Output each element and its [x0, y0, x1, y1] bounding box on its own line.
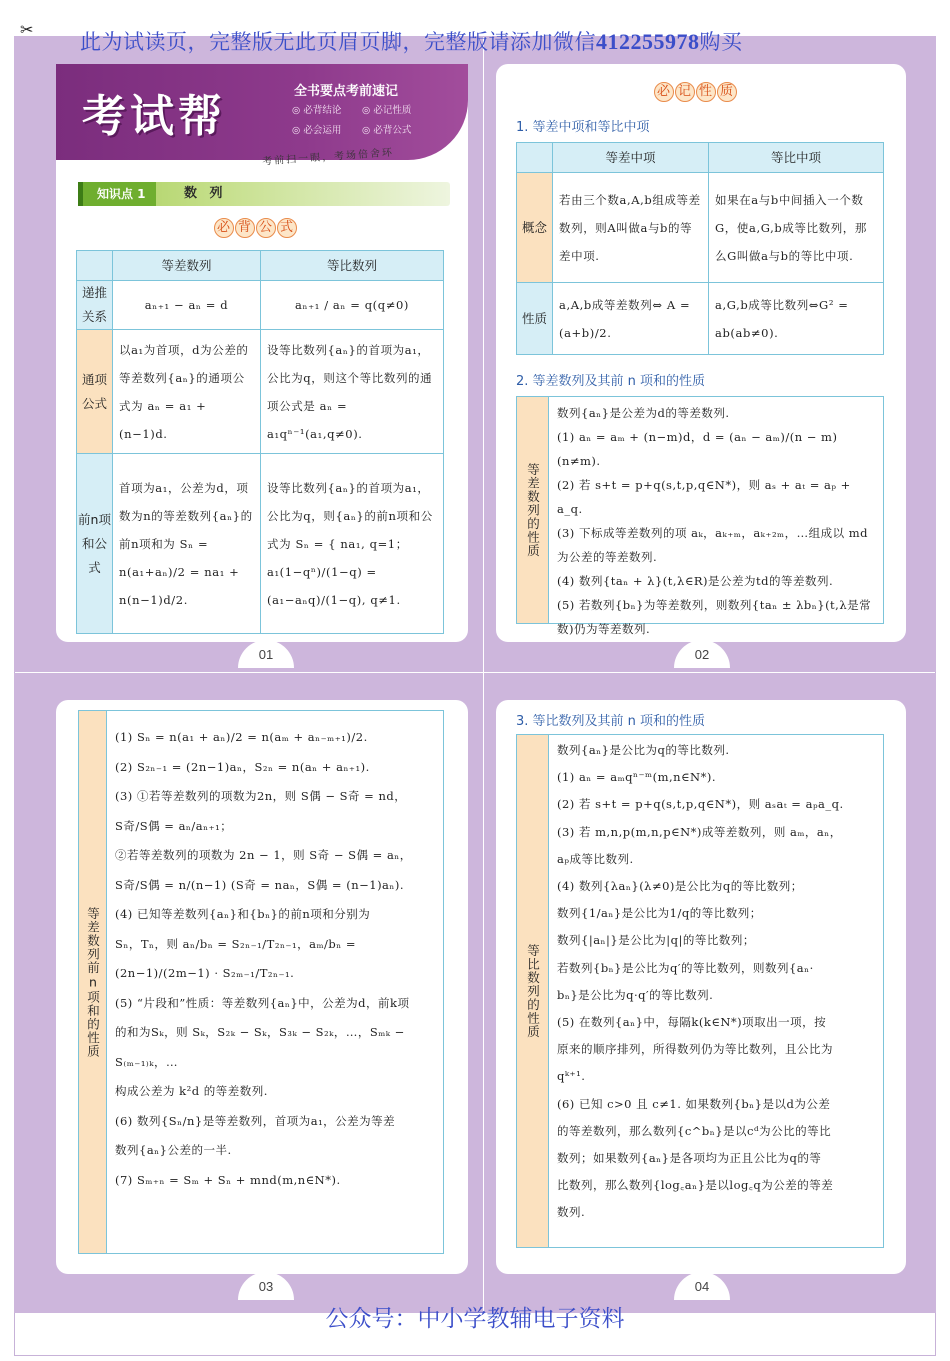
banner-title: 考试帮	[82, 91, 226, 142]
property-line: (1) aₙ = aₘqⁿ⁻ᵐ(m,n∈N*).	[557, 770, 717, 785]
property-line: aₚ成等比数列.	[557, 851, 634, 866]
property-line: (1) Sₙ = n(a₁ + aₙ)/2 = n(aₘ + aₙ₋ₘ₊₁)/2.	[115, 730, 368, 744]
property-line: (2) 若 s+t = p+q(s,t,p,q∈N*)，则 aₛaₜ = aₚa_q.	[557, 797, 844, 812]
property-line: 原来的顺序排列，所得数列仍为等比数列，且公比为	[557, 1042, 833, 1057]
property-line: (5) “片段和”性质：等差数列{aₙ}中，公差为d，前k项	[115, 995, 410, 1010]
property-line: 构成公差为 k²d 的等差数列.	[115, 1084, 268, 1098]
section-heading: 3. 等比数列及其前 n 项和的性质	[516, 714, 706, 729]
col-header-arith-mean: 等差中项	[553, 143, 709, 173]
table-cell: aₙ₊₁ − aₙ = d	[113, 281, 261, 330]
property-line: (7) Sₘ₊ₙ = Sₘ + Sₙ + mnd(m,n∈N*).	[115, 1172, 341, 1187]
section-heading: 2. 等差数列及其前 n 项和的性质	[516, 374, 706, 389]
property-line: bₙ}是公比为q·q′的等比数列.	[557, 987, 714, 1002]
table-cell: a,A,b成等差数列⇔ A = (a+b)/2.	[553, 283, 709, 355]
box-content	[549, 735, 883, 1247]
check-item: ◎ 必背结论	[292, 105, 342, 116]
scissors-icon: ✂	[20, 20, 34, 39]
watermark-wechat: 412255978	[596, 29, 700, 54]
property-line: 数列{1/aₙ}是公比为1/q的等比数列；	[557, 906, 762, 921]
property-line: 比数列，那么数列{log꜀aₙ}是以log꜀q为公差的等差	[557, 1178, 834, 1193]
property-line: ②若等差数列的项数为 2n − 1，则 S奇 − S偶 = aₙ，	[115, 848, 412, 862]
col-header-geo-mean: 等比中项	[709, 143, 884, 173]
page-number: 02	[694, 647, 710, 662]
check-item: ◎ 必会运用	[292, 125, 342, 136]
formula-table	[76, 250, 444, 634]
property-line: Sₙ，Tₙ，则 aₙ/bₙ = S₂ₙ₋₁/T₂ₙ₋₁，aₘ/bₙ = (2n−1)/(2m−1) · S₂ₘ₋₁/T₂ₙ₋₁.	[115, 936, 357, 980]
table-cell: 首项为a₁，公差为d，项数为n的等差数列{aₙ}的前n项和为 Sₙ = n(a₁+aₙ)/2 = na₁ + n(n−1)d/2.	[113, 454, 261, 634]
row-label: 概念	[517, 173, 553, 283]
mean-table	[516, 142, 884, 355]
property-line: 数列{aₙ}是公比为q的等比数列.	[557, 743, 730, 757]
geo-property-box	[516, 734, 884, 1248]
col-header-geo: 等比数列	[261, 251, 444, 281]
property-line: (2) S₂ₙ₋₁ = (2n−1)aₙ，S₂ₙ = n(aₙ + aₙ₊₁).	[115, 759, 370, 774]
arith-property-box	[516, 396, 884, 636]
property-line: (4) 数列{λaₙ}(λ≠0)是公比为q的等比数列；	[557, 879, 803, 894]
section-heading: 1. 等差中项和等比中项	[516, 120, 650, 135]
watermark-bottom: 公众号：中小学教辅电子资料	[325, 1306, 625, 1332]
property-line: S奇/S偶 = n/(n−1) (S奇 = naₙ，S偶 = (n−1)aₙ).	[115, 877, 405, 892]
property-line: 若数列{bₙ}是公比为q′的等比数列，则数列{aₙ·	[557, 960, 814, 975]
box-content	[107, 711, 443, 1253]
property-line: 数列{aₙ}公差的一半.	[115, 1143, 232, 1157]
property-line: (4) 数列{taₙ + λ}(t,λ∈R)是公差为td的等差数列.	[557, 574, 834, 588]
watermark-top	[80, 26, 900, 56]
section-pill-formulas: 必 背 公 式	[214, 218, 298, 238]
row-label: 通项公式	[77, 330, 113, 454]
table-cell: 以a₁为首项，d为公差的等差数列{aₙ}的通项公式为 aₙ = a₁ + (n−1)d.	[113, 330, 261, 454]
arith-sum-property-box	[78, 710, 444, 1254]
check-item: ◎ 必记性质	[362, 105, 412, 116]
property-line: 数列{aₙ}是公差为d的等差数列.	[557, 406, 730, 420]
property-line: qᵏ⁺¹.	[557, 1069, 586, 1084]
table-cell: 若由三个数a,A,b组成等差数列，则A叫做a与b的等差中项.	[553, 173, 709, 283]
knowledge-point-bar	[78, 182, 450, 206]
row-label: 递推关系	[77, 281, 113, 330]
property-line: 数列.	[557, 1205, 586, 1220]
property-line: (6) 数列{Sₙ/n}是等差数列，首项为a₁，公差为等差	[115, 1113, 396, 1128]
property-line: 的等差数列，那么数列{c^bₙ}是以cᵈ为公比的等比	[557, 1123, 832, 1138]
box-content	[549, 397, 883, 636]
table-cell: 设等比数列{aₙ}的首项为a₁，公比为q，则这个等比数列的通项公式是 aₙ = a₁qⁿ⁻¹(a₁,q≠0).	[261, 330, 444, 454]
property-line: (5) 在数列{aₙ}中，每隔k(k∈N*)项取出一项，按	[557, 1015, 827, 1030]
property-line: (3) ①若等差数列的项数为2n，则 S偶 − S奇 = nd，	[115, 789, 407, 803]
property-line: (1) aₙ = aₘ + (n−m)d，d = (aₙ − aₘ)/(n − m)(n≠m).	[557, 430, 838, 468]
section-pill-properties: 必 记 性 质	[654, 82, 738, 102]
property-line: (3) 若 m,n,p(m,n,p∈N*)成等差数列，则 aₘ，aₙ，	[557, 824, 842, 839]
knowledge-point-tag: 知识点 1	[78, 182, 156, 206]
row-label: 性质	[517, 283, 553, 355]
box-label: 等差数列前n项和的性质	[79, 711, 107, 1253]
property-line: (6) 已知 c>0 且 c≠1. 如果数列{bₙ}是以d为公差	[557, 1096, 831, 1111]
table-cell: aₙ₊₁ / aₙ = q(q≠0)	[261, 281, 444, 330]
banner-checklist	[292, 102, 432, 136]
banner-subtitle: 全书要点考前速记	[294, 84, 399, 99]
property-line: (2) 若 s+t = p+q(s,t,p,q∈N*)，则 aₛ + aₜ = aₚ + a_q.	[557, 478, 851, 516]
box-label: 等比数列的性质	[517, 735, 549, 1247]
knowledge-point-name: 数 列	[184, 186, 227, 201]
box-label: 等差数列的性质	[517, 397, 549, 623]
page-number: 03	[258, 1279, 274, 1294]
col-header-arith: 等差数列	[113, 251, 261, 281]
table-cell: a,G,b成等比数列⇔G² = ab(ab≠0).	[709, 283, 884, 355]
banner-slogan: 考前扫一眼，考场倍舍环	[261, 147, 395, 168]
property-line: 的和为Sₖ，则 Sₖ，S₂ₖ − Sₖ，S₃ₖ − S₂ₖ，…，Sₘₖ − S₍ₘ₋₁₎ₖ，…	[115, 1025, 405, 1069]
property-line: (5) 若数列{bₙ}为等差数列，则数列{taₙ ± λbₙ}(t,λ是常数)仍为等差数列.	[557, 598, 872, 636]
table-cell: 设等比数列{aₙ}的首项为a₁，公比为q，则{aₙ}的前n项和公式为 Sₙ = { na₁, q=1；a₁(1−qⁿ)/(1−q) = (a₁−aₙq)/(1−q), q≠1.	[261, 454, 444, 634]
property-line: (3) 下标成等差数列的项 aₖ，aₖ₊ₘ，aₖ₊₂ₘ，…组成以 md 为公差的等差数列.	[557, 526, 869, 564]
table-cell: 如果在a与b中间插入一个数G，使a,G,b成等比数列，那么G叫做a与b的等比中项.	[709, 173, 884, 283]
page-number: 01	[258, 647, 274, 662]
row-label: 前n项和公式	[77, 454, 113, 634]
watermark-suffix: 购买	[699, 30, 743, 54]
property-line: S奇/S偶 = aₙ/aₙ₊₁；	[115, 818, 233, 833]
check-item: ◎ 必背公式	[362, 125, 412, 136]
watermark-text: 此为试读页，完整版无此页眉页脚，完整版请添加微信	[80, 30, 596, 54]
page-number: 04	[694, 1279, 710, 1294]
property-line: 数列{|aₙ|}是公比为|q|的等比数列；	[557, 933, 755, 948]
property-line: 数列；如果数列{aₙ}是各项均为正且公比为q的等	[557, 1151, 822, 1166]
banner	[56, 64, 468, 160]
property-line: (4) 已知等差数列{aₙ}和{bₙ}的前n项和分别为	[115, 907, 371, 921]
